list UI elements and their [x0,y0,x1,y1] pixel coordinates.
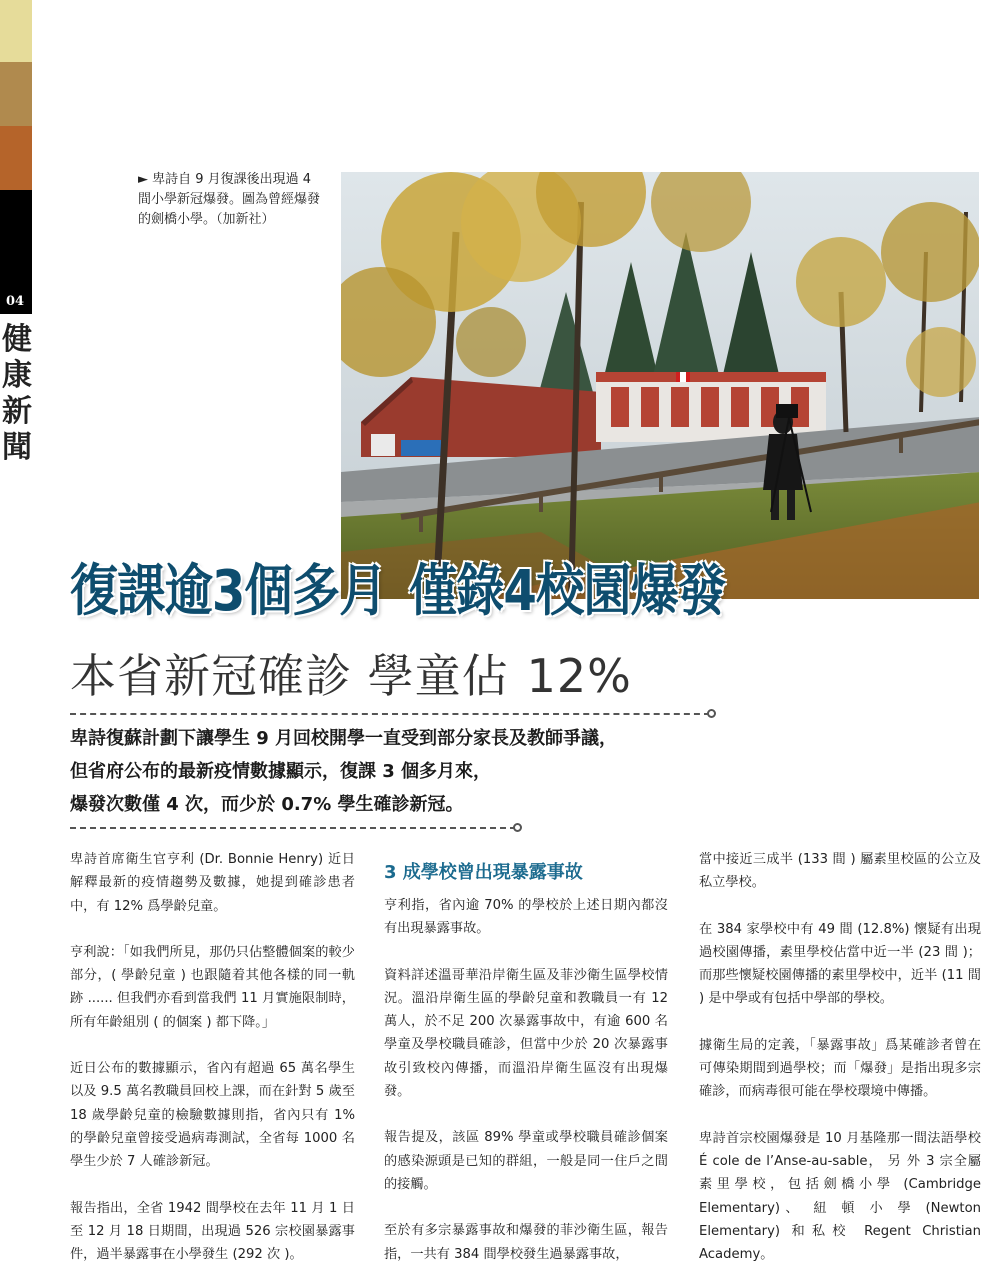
intro-line: 卑詩復蘇計劃下讓學生 9 月回校開學一直受到部分家長及教師爭議， [70,728,618,749]
paragraph: 報告提及，該區 89% 學童或學校職員確診個案的感染源頭是已知的群組，一般是同一住戶之間的接觸。 [384,1130,668,1192]
paragraph: 近日公布的數據顯示，省內有超過 65 萬名學生以及 9.5 萬名教職員回校上課，而在針對 5 歲至 18 歲學齡兒童的檢驗數據則指，省內只有 1% 的學齡兒童曾接受過病毒測試，全省每 1000 名學生少於 7 人確診新冠。 [70,1061,355,1170]
page-number: 04 [6,294,25,309]
intro-line: 但省府公布的最新疫情數據顯示，復課 3 個多月來， [70,761,492,782]
section-char: 健 [2,322,32,357]
rule-end-circle [513,823,522,832]
section-heading: 3 成學校曾出現暴露事故 [384,862,583,883]
color-strip-orange [0,126,32,190]
headline-part2: 僅錄4校園爆發 [408,559,726,624]
paragraph: 當中接近三成半 (133 間 ) 屬素里校區的公立及私立學校。 [699,852,981,891]
color-strip-yellow [0,0,32,62]
section-title [2,322,32,466]
section-char: 新 [2,394,32,429]
photo-caption: ► 卑詩自 9 月復課後出現過 4 間小學新冠爆發。圖為曾經爆發的劍橋小學。（加新社） [138,172,321,227]
subheadline-part1: 本省新冠確診 學童佔 [70,649,509,703]
paragraph: 至於有多宗暴露事故和爆發的菲沙衛生區，報告指，一共有 384 間學校發生過暴露事故， [384,1223,668,1262]
paragraph: 亨利指，省內逾 70% 的學校於上述日期內都沒有出現暴露事故。 [384,898,668,937]
article-column-3 [699,848,981,1271]
intro-lead [70,722,710,821]
school-photo [341,172,979,599]
article-column-2 [384,860,668,1271]
paragraph: 卑詩首宗校園爆發是 10 月基隆那一間法語學校 É cole de l’Anse-au-sable， 另 外 3 宗全屬素里學校，包括劍橋小學 (Cambridge Elementary)、 紐 頓 小 學 (Newton Elementary) 和私校 Regent Christian Academy。 [699,1130,981,1263]
dashed-rule-bottom [70,827,516,829]
paragraph: 資料詳述溫哥華沿岸衛生區及菲沙衛生區學校情況。溫沿岸衛生區的學齡兒童和教職員一有 12 萬人，於不足 200 次暴露事故中，有逾 600 名學童及學校職員確診，但當中少於 20 次暴露事故引致校內傳播，而溫沿岸衛生區沒有出現爆發。 [384,967,668,1100]
article-column-1 [70,848,355,1271]
paragraph: 在 384 家學校中有 49 間 (12.8%) 懷疑有出現過校園傳播，素里學校佔當中近一半 (23 間 )；而那些懷疑校園傳播的素里學校中，近半 (11 間 ) 是中學或有包括中學部的學校。 [699,921,981,1007]
section-char: 聞 [2,430,32,465]
subheadline-part2: 12% [526,649,632,703]
intro-line: 爆發次數僅 4 次，而少於 0.7% 學生確診新冠。 [70,794,464,815]
subheadline [70,648,632,704]
paragraph: 亨利說：「如我們所見，那仍只佔整體個案的較少部分，( 學齡兒童 ) 也跟隨着其他各樣的同一軌跡 ...... 但我們亦看到當我們 11 月實施限制時，所有年齡組別 ( 的個案 ) 都下降。」 [70,944,355,1030]
dashed-rule-top [70,713,710,715]
headline-part1: 復課逾3個多月 [70,559,387,624]
color-strip-tan [0,62,32,126]
paragraph: 卑詩首席衛生官亨利 (Dr. Bonnie Henry) 近日解釋最新的疫情趨勢及數據，她提到確診患者中，有 12% 爲學齡兒童。 [70,852,355,914]
section-char: 康 [2,358,32,393]
headline [70,556,725,628]
paragraph: 報告指出，全省 1942 間學校在去年 11 月 1 日至 12 月 18 日期間，出現過 526 宗校園暴露事件，過半暴露事在小學發生 (292 次 )。 [70,1200,355,1263]
rule-end-circle [707,709,716,718]
paragraph: 據衛生局的定義，「暴露事故」爲某確診者曾在可傳染期間到過學校；而「爆發」是指出現多宗確診，而病毒很可能在學校環境中傳播。 [699,1037,981,1100]
